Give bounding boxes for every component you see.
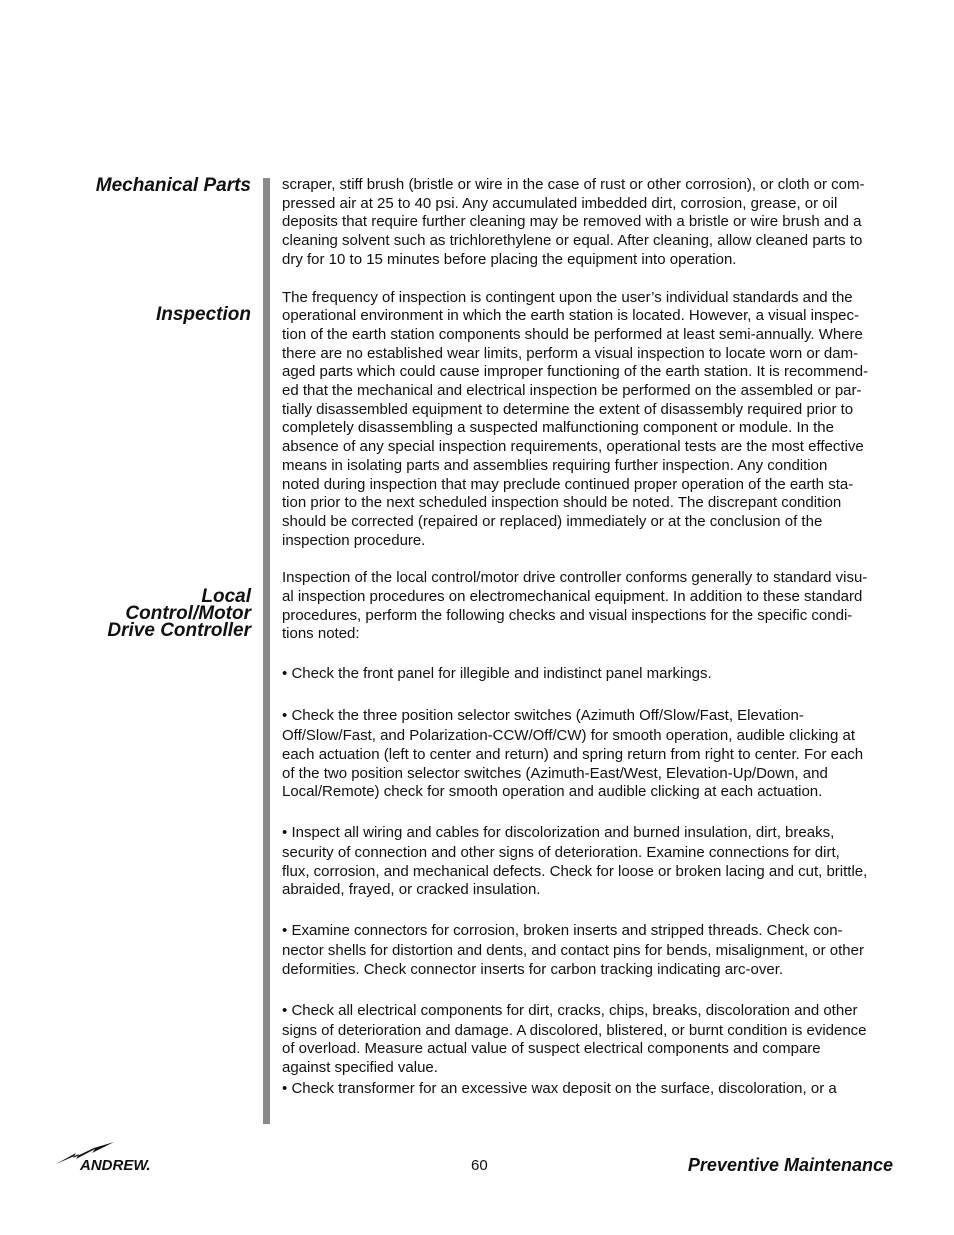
bullet-dot: • xyxy=(282,1079,288,1097)
bullet-item: • Check transformer for an excessive wax deposit on the surface, discoloration, or a xyxy=(282,1079,837,1097)
bullet-item: • Examine connectors for corrosion, broken inserts and stripped threads. Check con- nector shells for distortion and dents, and contact pins for bends, misalignment, or other deformities. Check connector inserts for carbon tracking indicating arc-over. xyxy=(282,922,864,978)
bullet-item: • Check the front panel for illegible and indistinct panel markings. xyxy=(282,665,712,683)
heading-inspection: Inspection xyxy=(155,304,251,325)
body-column xyxy=(282,176,898,1100)
bullet-dot: • xyxy=(282,1001,288,1019)
heading-mechanical-parts: Mechanical Parts xyxy=(95,175,251,196)
paragraph-inspection: The frequency of inspection is contingent upon the user’s individual standards and the operational environment in which the earth station is located. However, a visual inspec- tion of the earth station components should be performed at least semi-annually. Where there are no established wear limits, perform a visual inspection to locate worn or dam- aged parts which could cause improper functioning of the earth station. It is recommend- ed that the mechanical and electrical inspection be performed on the assembled or par- tially disassembled equipment to determine the extent of disassembly required prior to completely disassembling a suspected malfunctioning component or module. In the absence of any special inspection requirements, operational tests are the most effective means in isolating parts and assemblies requiring further inspection. Any condition noted during inspection that may preclude continued proper operation of the earth sta- tion prior to the next scheduled inspection should be noted. The discrepant condition should be corrected (repaired or replaced) immediately or at the conclusion of the inspection procedure. xyxy=(282,288,869,549)
bullet-dot: • xyxy=(282,665,288,683)
paragraph-local-control-intro: Inspection of the local control/motor drive controller conforms generally to standard visu- al inspection procedures on electromechanical equipment. In addition to these standard procedures, perform the following checks and visual inspections for the specific condi- tions noted: xyxy=(282,569,868,643)
page-number: 60 xyxy=(471,1157,488,1174)
bullet-item: • Check all electrical components for dirt, cracks, chips, breaks, discoloration and other signs of deterioration and damage. A discolored, blistered, or burnt condition is evidence of overload. Measure actual value of suspect electrical components and compare against specified value. xyxy=(282,1001,867,1076)
bullet-dot: • xyxy=(282,823,288,841)
vertical-rule xyxy=(263,178,270,1124)
bullet-dot: • xyxy=(282,922,288,940)
paragraph-cleaning: scraper, stiff brush (bristle or wire in the case of rust or other corrosion), or cloth or com- pressed air at 25 to 40 psi. Any accumulated imbedded dirt, corrosion, grease, or oil deposits that require further cleaning may be removed with a bristle or wire brush and a cleaning solvent such as trichlorethylene or equal. After cleaning, allow cleaned parts to dry for 10 to 15 minutes before placing the equipment into operation. xyxy=(282,176,865,268)
bullet-item: • Inspect all wiring and cables for discolorization and burned insulation, dirt, breaks, security of connection and other signs of deterioration. Examine connections for dirt, flux, corrosion, and mechanical defects. Check for loose or broken lacing and cut, brittle, abraided, frayed, or cracked insulation. xyxy=(282,823,868,899)
andrew-logo: ANDREW. xyxy=(56,1142,172,1174)
bullet-item: • Check the three position selector switches (Azimuth Off/Slow/Fast, Elevation- Off/Slow/Fast, and Polarization-CCW/Off/CW) for smooth operation, audible clicking at each actuation (left to center and return) and spring return from right to center. For each of the two position selector switches (Azimuth-East/West, Elevation-Up/Down, and Local/Remote) check for smooth operation and audible clicking at each actuation. xyxy=(282,707,864,801)
footer-section-title: Preventive Maintenance xyxy=(687,1155,893,1175)
heading-local-control-motor-drive-controller: Local Control/Motor Drive Controller xyxy=(107,586,251,641)
bullet-dot: • xyxy=(282,707,288,725)
